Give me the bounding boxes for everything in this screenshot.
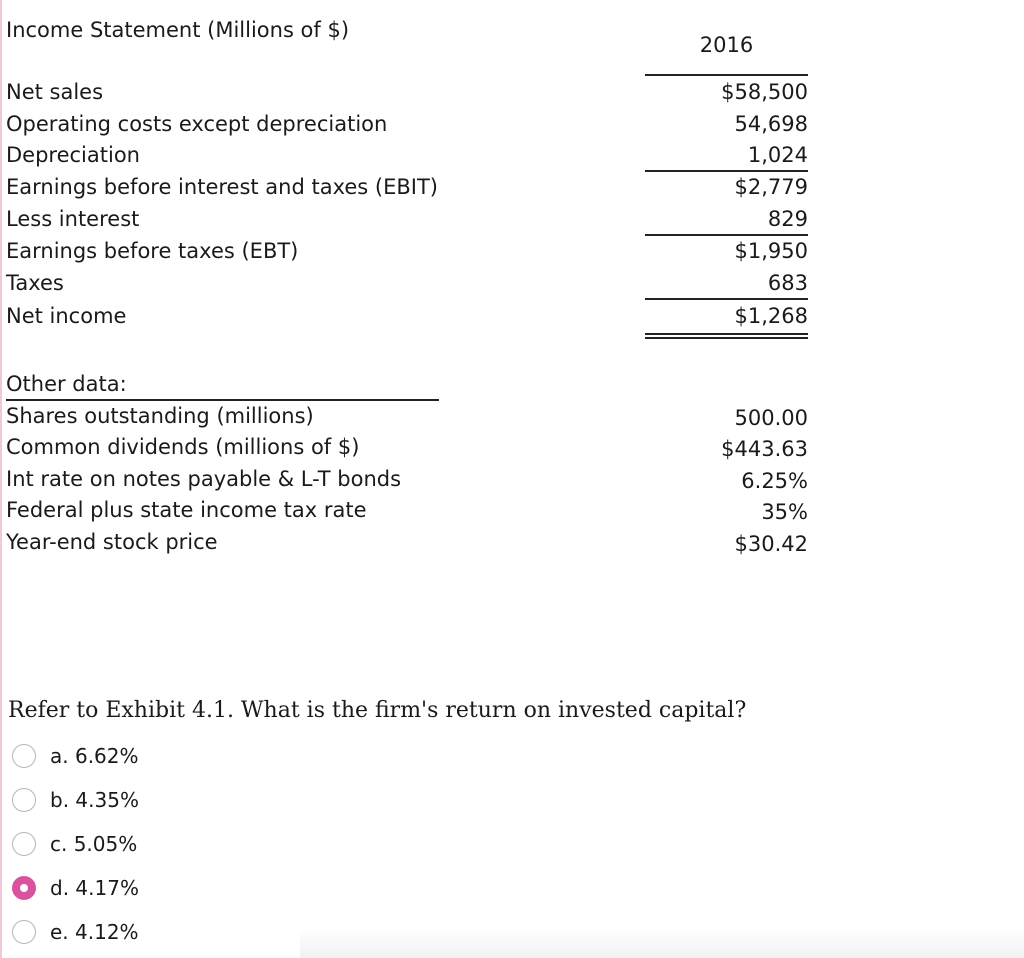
row-label-net-sales: Net sales: [6, 80, 104, 104]
row-label-ebit: Earnings before interest and taxes (EBIT): [6, 175, 438, 199]
row-label-net-income: Net income: [6, 304, 127, 328]
double-rule-bottom: [645, 337, 808, 339]
row-value-interest: 829: [767, 207, 808, 231]
row-value-dividends: $443.63: [721, 437, 808, 461]
row-label-ebt: Earnings before taxes (EBT): [6, 239, 299, 263]
radio-button-b[interactable]: [12, 788, 36, 812]
option-a-label[interactable]: a. 6.62%: [50, 744, 139, 768]
row-label-stock-price: Year-end stock price: [6, 530, 218, 554]
year-header: 2016: [699, 33, 754, 57]
option-e-label[interactable]: e. 4.12%: [50, 920, 139, 944]
row-value-int-rate: 6.25%: [741, 469, 808, 493]
question-text: Refer to Exhibit 4.1. What is the firm's return on invested capital?: [8, 698, 747, 723]
option-b-label[interactable]: b. 4.35%: [50, 788, 139, 812]
row-value-stock-price: $30.42: [734, 532, 808, 556]
year-underline: [645, 74, 808, 76]
row-label-depreciation: Depreciation: [6, 143, 140, 167]
row-value-tax-rate: 35%: [761, 500, 808, 524]
row-value-ebt: $1,950: [734, 239, 808, 263]
subtotal-rule-ebt: [645, 234, 808, 236]
subtotal-rule-net-income: [645, 298, 808, 300]
option-d-label[interactable]: d. 4.17%: [50, 876, 139, 900]
option-b[interactable]: [12, 785, 139, 815]
row-value-ebit: $2,779: [734, 175, 808, 199]
other-data-title: Other data:: [6, 372, 127, 396]
radio-button-d[interactable]: [12, 876, 36, 900]
option-c[interactable]: [12, 829, 137, 859]
radio-button-c[interactable]: [12, 832, 36, 856]
row-value-net-income: $1,268: [734, 304, 808, 328]
statement-title: Income Statement (Millions of $): [6, 18, 350, 42]
double-rule-top: [645, 333, 808, 335]
row-value-depreciation: 1,024: [747, 143, 808, 167]
row-label-int-rate: Int rate on notes payable & L-T bonds: [6, 467, 402, 491]
option-e[interactable]: [12, 917, 139, 947]
radio-button-a[interactable]: [12, 744, 36, 768]
row-label-interest: Less interest: [6, 207, 140, 231]
row-label-shares: Shares outstanding (millions): [6, 404, 314, 428]
option-a[interactable]: [12, 741, 139, 771]
row-value-shares: 500.00: [734, 406, 808, 430]
row-value-operating-costs: 54,698: [734, 112, 808, 136]
row-label-operating-costs: Operating costs except depreciation: [6, 112, 388, 136]
row-value-taxes: 683: [767, 271, 808, 295]
row-label-tax-rate: Federal plus state income tax rate: [6, 498, 367, 522]
left-border: [0, 0, 2, 958]
option-d[interactable]: [12, 873, 139, 903]
subtotal-rule-ebit: [645, 170, 808, 172]
other-data-underline: [6, 399, 439, 401]
radio-button-e[interactable]: [12, 920, 36, 944]
row-label-dividends: Common dividends (millions of $): [6, 435, 360, 459]
row-label-taxes: Taxes: [6, 271, 64, 295]
option-c-label[interactable]: c. 5.05%: [50, 832, 138, 856]
row-value-net-sales: $58,500: [721, 80, 808, 104]
bottom-fade: [300, 928, 1024, 958]
